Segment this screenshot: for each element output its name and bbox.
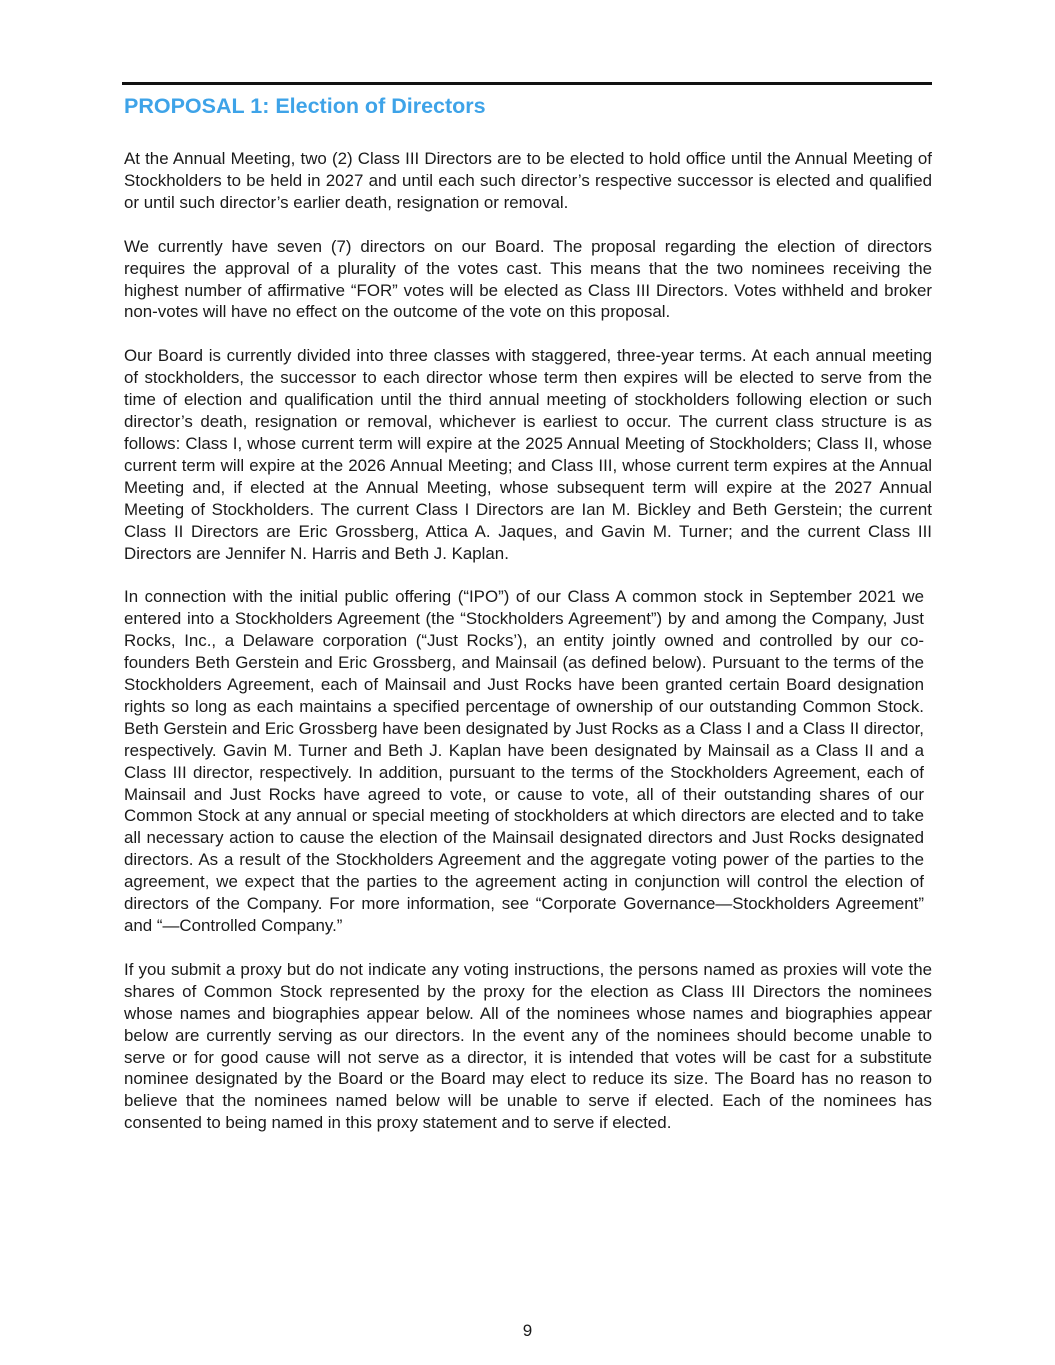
page-number: 9 [522, 1321, 533, 1340]
section-title: PROPOSAL 1: Election of Directors [124, 94, 486, 118]
section-divider [122, 82, 932, 85]
paragraph-board-classes: Our Board is currently divided into three classes with staggered, three-year terms. At each annual meeting of stockholders, the successor to each director whose term then expires will be elected to serve from the time of election and qualification until the third annual meeting of stockholders following election or such director’s death, resignation or removal, whichever is earliest to occur. The current class structure is as follows: Class I, whose current term will expire at the 2025 Annual Meeting of Stockholders; Class II, whose current term will expire at the 2026 Annual Meeting; and Class III, whose current term expires at the Annual Meeting and, if elected at the Annual Meeting, whose subsequent term will expire at the 2027 Annual Meeting of Stockholders. The current Class I Directors are Ian M. Bickley and Beth Gerstein; the current Class II Directors are Eric Grossberg, Attica A. Jaques, and Gavin M. Turner; and the current Class III Directors are Jennifer N. Harris and Beth J. Kaplan. [124, 346, 932, 563]
paragraph-annual-meeting: At the Annual Meeting, two (2) Class III Directors are to be elected to hold office until the Annual Meeting of Stockholders to be held in 2027 and until each such director’s respective successor is elected and qualified or until such director’s earlier death, resignation or removal. [124, 149, 932, 212]
paragraph-stockholders-agreement: In connection with the initial public offering (“IPO”) of our Class A common stock in September 2021 we entered into a Stockholders Agreement (the “Stockholders Agreement”) by and among the Company, Just Rocks, Inc., a Delaware corporation (“Just Rocks’), an entity jointly owned and controlled by our co-founders Beth Gerstein and Eric Grossberg, and Mainsail (as defined below). Pursuant to the terms of the Stockholders Agreement, each of Mainsail and Just Rocks have been granted certain Board designation rights so long as each maintains a specified percentage of ownership of our outstanding Common Stock. Beth Gerstein and Eric Grossberg have been designated by Just Rocks as a Class I and a Class II director, respectively. Gavin M. Turner and Beth J. Kaplan have been designated by Mainsail as a Class II and a Class III director, respectively. In addition, pursuant to the terms of the Stockholders Agreement, each of Mainsail and Just Rocks have agreed to vote, or cause to vote, all of their outstanding shares of our Common Stock at any annual or special meeting of stockholders at which directors are elected and to take all necessary action to cause the election of the Mainsail designated directors and Just Rocks designated directors. As a result of the Stockholders Agreement and the aggregate voting power of the parties to the agreement, we expect that the parties to the agreement acting in conjunction will control the election of directors of the Company. For more information, see “Corporate Governance—Stockholders Agreement” and “—Controlled Company.” [124, 587, 924, 935]
paragraph-voting-requirement: We currently have seven (7) directors on our Board. The proposal regarding the election of directors requires the approval of a plurality of the votes cast. This means that the two nominees receiving the highest number of affirmative “FOR” votes will be elected as Class III Directors. Votes withheld and broker non-votes will have no effect on the outcome of the vote on this proposal. [124, 236, 932, 322]
paragraph-proxy-instructions: If you submit a proxy but do not indicate any voting instructions, the persons named as proxies will vote the shares of Common Stock represented by the proxy for the election as Class III Directors the nominees whose names and biographies appear below. All of the nominees whose names and biographies appear below are currently serving as our directors. In the event any of the nominees should become unable to serve or for good cause will not serve as a director, it is intended that votes will be cast for a substitute nominee designated by the Board or the Board may elect to reduce its size. The Board has no reason to believe that the nominees named below will be unable to serve if elected. Each of the nominees has consented to being named in this proxy statement and to serve if elected. [124, 959, 932, 1133]
document-page [124, 82, 932, 1134]
